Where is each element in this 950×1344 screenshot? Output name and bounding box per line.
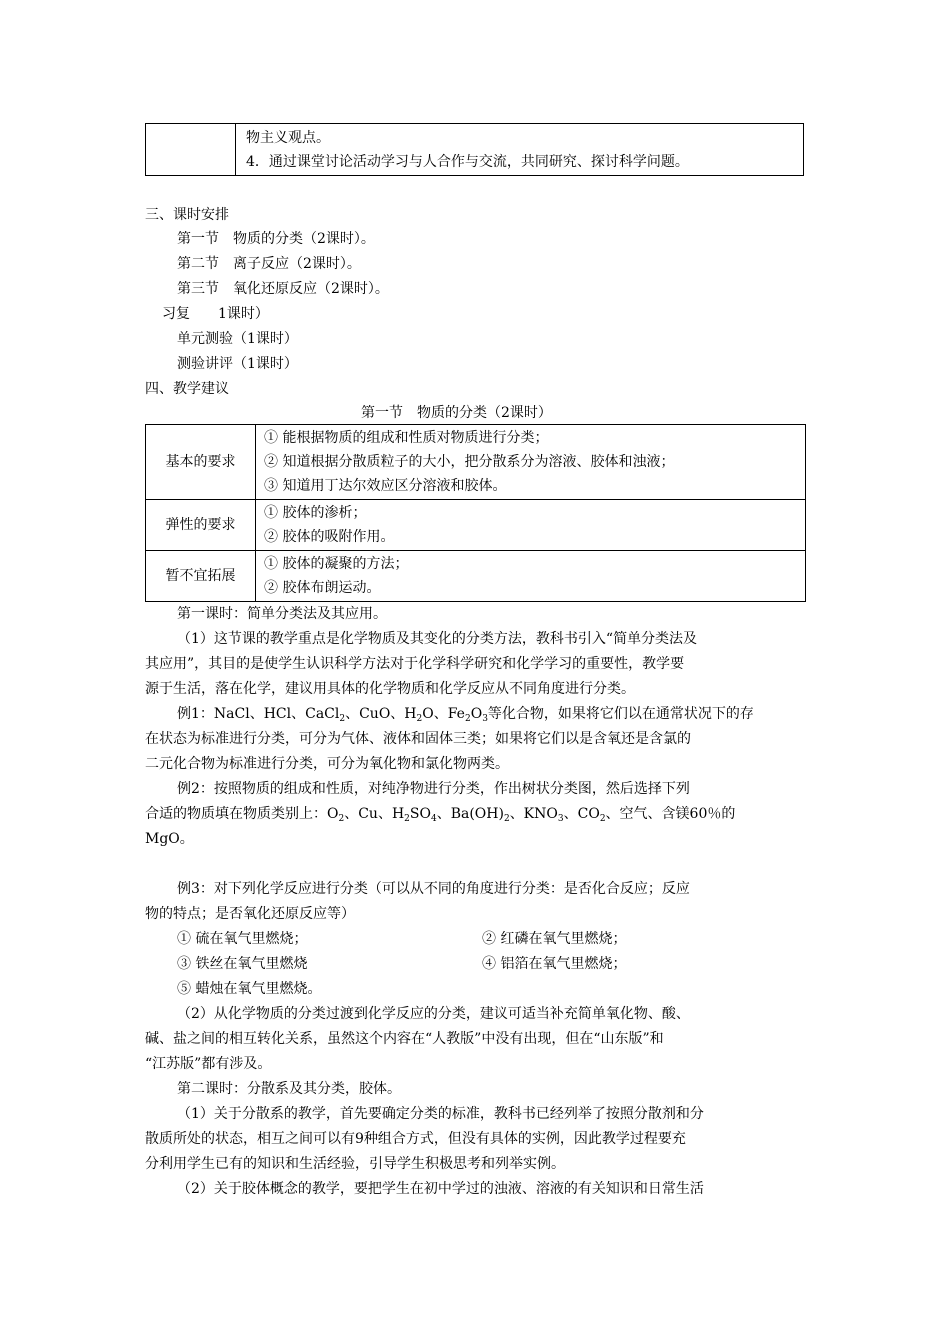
requirement-item: ③ 知道用丁达尔效应区分溶液和胶体。 (264, 478, 507, 494)
paragraph-line: 分利用学生已有的知识和生活经验，引导学生积极思考和列举实例。 (145, 1156, 565, 1172)
example2-prefix: 合适的物质填在物质类别上： (145, 806, 327, 822)
objectives-content-cell (236, 124, 804, 176)
example1-label: 例1： (177, 706, 214, 722)
paragraph-line: “江苏版”都有涉及。 (145, 1056, 272, 1072)
objectives-label-cell (146, 124, 236, 176)
example2-tail: 、空气、含镁60％的 (605, 806, 736, 822)
paragraph-line: （1）关于分散系的教学，首先要确定分类的标准，教科书已经列举了按照分散剂和分 (177, 1106, 704, 1122)
reaction-item: ③ 铁丝在氧气里燃烧 (177, 956, 308, 972)
requirement-label: 暂不宜拓展 (146, 551, 256, 602)
requirement-item: ① 胶体的凝聚的方法； (264, 556, 409, 572)
example1-line (177, 702, 754, 726)
requirement-item: ① 胶体的渗析； (264, 505, 367, 521)
paragraph-line: MgO。 (145, 831, 194, 847)
example1-tail: 等化合物，如果将它们以在通常状况下的存 (487, 706, 754, 722)
paragraph-line: 其应用”，其目的是使学生认识科学方法对于化学科学研究和化学学习的重要性，教学要 (145, 656, 685, 672)
reaction-item: ④ 铝箔在氧气里燃烧； (482, 956, 627, 972)
requirement-item: ② 胶体布朗运动。 (264, 580, 381, 596)
paragraph-line: 源于生活，落在化学，建议用具体的化学物质和化学反应从不同角度进行分类。 (145, 681, 635, 697)
requirement-label: 基本的要求 (146, 425, 256, 500)
paragraph-line: （1）这节课的教学重点是化学物质及其变化的分类方法，教科书引入“简单分类法及 (177, 631, 698, 647)
paragraph-line: 在状态为标准进行分类，可分为气体、液体和固体三类；如果将它们以是含氧还是含氯的 (145, 731, 691, 747)
paragraph-line: 碱、盐之间的相互转化关系，虽然这个内容在“人教版”中没有出现，但在“山东版”和 (145, 1031, 664, 1047)
schedule-item: 第二节 离子反应（2课时）。 (177, 256, 361, 272)
schedule-item: 第三节 氧化还原反应（2课时）。 (177, 281, 389, 297)
formula-list: $O_2$、Cu、$H_2SO_4$、$Ba(OH)_2$、$KNO_3$、$CO_2$ (327, 806, 606, 824)
reaction-item: ① 硫在氧气里燃烧； (177, 931, 308, 947)
requirement-items (256, 500, 806, 551)
section4-heading: 四、教学建议 (145, 381, 229, 397)
lesson2-title: 第二课时：分散系及其分类，胶体。 (177, 1081, 401, 1097)
paragraph-line: （2）关于胶体概念的教学，要把学生在初中学过的浊液、溶液的有关知识和日常生活 (177, 1181, 704, 1197)
section3-heading: 三、课时安排 (145, 207, 229, 223)
reaction-item: ⑤ 蜡烛在氧气里燃烧。 (177, 981, 322, 997)
requirements-table (145, 424, 806, 602)
paragraph-line: 二元化合物为标准进行分类，可分为氧化物和氯化物两类。 (145, 756, 509, 772)
paragraph-line: 散质所处的状态，相互之间可以有9种组合方式，但没有具体的实例，因此教学过程要充 (145, 1131, 686, 1147)
requirement-items (256, 551, 806, 602)
objective-line: 物主义观点。 (246, 129, 330, 146)
paragraph-line: 物的特点；是否氧化还原反应等） (145, 906, 355, 922)
objectives-table (145, 123, 804, 176)
schedule-item: 测验讲评（1课时） (177, 356, 298, 372)
paragraph-line: 例3：对下列化学反应进行分类（可以从不同的角度进行分类：是否化合反应；反应 (177, 881, 690, 897)
example2-line (145, 802, 735, 826)
requirement-items (256, 425, 806, 500)
formula-list: NaCl、HCl、CaCl$_2$、CuO、$H_2O$、$Fe_2O_3$ (213, 706, 488, 724)
lesson1-title: 第一课时：简单分类法及其应用。 (177, 606, 387, 622)
reaction-row (177, 927, 626, 951)
reaction-row (177, 952, 626, 976)
schedule-item: 习复 1课时） (162, 306, 269, 322)
schedule-item: 第一节 物质的分类（2课时）。 (177, 231, 375, 247)
requirement-item: ② 知道根据分散质粒子的大小，把分散系分为溶液、胶体和浊液； (264, 454, 675, 470)
requirement-item: ① 能根据物质的组成和性质对物质进行分类； (264, 430, 549, 446)
requirement-item: ② 胶体的吸附作用。 (264, 529, 395, 545)
requirements-table-title: 第一节 物质的分类（2课时） (361, 405, 552, 421)
objective-line: 4．通过课堂讨论活动学习与人合作与交流，共同研究、探讨科学问题。 (246, 153, 689, 170)
reaction-item: ② 红磷在氧气里燃烧； (482, 931, 627, 947)
schedule-item: 单元测验（1课时） (177, 331, 298, 347)
paragraph-line: 例2：按照物质的组成和性质，对纯净物进行分类，作出树状分类图，然后选择下列 (177, 781, 690, 797)
requirement-label: 弹性的要求 (146, 500, 256, 551)
paragraph-line: （2）从化学物质的分类过渡到化学反应的分类，建议可适当补充简单氧化物、酸、 (177, 1006, 690, 1022)
